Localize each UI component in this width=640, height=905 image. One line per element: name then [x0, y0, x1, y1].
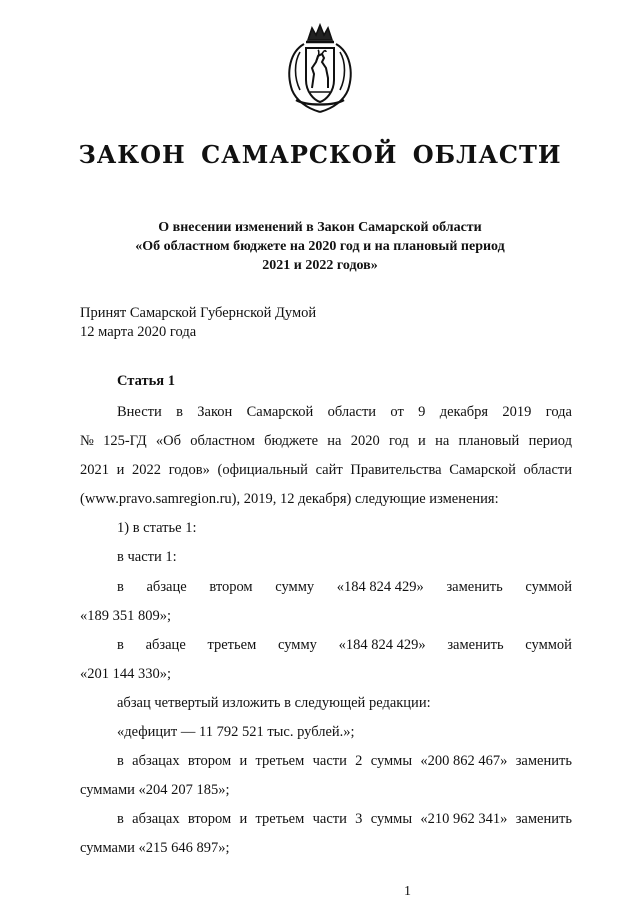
- word: бюджете: [264, 433, 319, 449]
- word: от: [390, 404, 404, 420]
- word: областном: [190, 433, 255, 449]
- word: 9: [418, 404, 426, 420]
- word: в: [176, 404, 183, 420]
- law-title: ЗАКОН САМАРСКОЙ ОБЛАСТИ: [78, 140, 562, 169]
- subtitle-line: 2021 и 2022 годов»: [262, 258, 378, 273]
- change-c-line: абзац четвертый изложить в следующей редакции:: [117, 695, 431, 711]
- word: 2019: [502, 404, 532, 420]
- word: Правительства: [350, 462, 442, 478]
- paragraph-1-line-1: [117, 403, 572, 421]
- word: «210 962 341»: [420, 811, 508, 827]
- word: третьем: [207, 637, 257, 653]
- paragraph-1-line-2: [80, 432, 572, 450]
- word: декабря: [439, 404, 489, 420]
- word: сайт: [315, 462, 343, 478]
- word: годов»: [168, 462, 210, 478]
- article-heading: Статья 1: [117, 373, 175, 389]
- word: в: [117, 637, 124, 653]
- word: и: [239, 753, 248, 769]
- word: 2020: [350, 433, 380, 449]
- part-1-heading: в части 1:: [117, 549, 177, 565]
- change-d-line-2: суммами «204 207 185»;: [80, 782, 230, 798]
- word: абзацах: [132, 753, 180, 769]
- word: «184 824 429»: [336, 579, 424, 595]
- word: 125-ГД: [103, 433, 147, 449]
- word: на: [327, 433, 342, 449]
- word: Внести: [117, 404, 162, 420]
- word: суммой: [525, 579, 572, 595]
- word: заменить: [446, 579, 503, 595]
- change-e-line-1: [117, 810, 572, 828]
- word: 3: [355, 811, 363, 827]
- change-a-line-1: [117, 578, 572, 596]
- word: части: [312, 811, 347, 827]
- change-c-text: «дефицит — 11 792 521 тыс. рублей.»;: [117, 724, 355, 740]
- word: области: [523, 462, 572, 478]
- word: год: [389, 433, 409, 449]
- word: на: [435, 433, 450, 449]
- change-b-line-2: «201 144 330»;: [80, 666, 172, 682]
- word: области: [327, 404, 377, 420]
- paragraph-1-line-3: [80, 461, 572, 479]
- page-number: 1: [404, 884, 411, 899]
- word: абзацах: [132, 811, 180, 827]
- word: Закон: [197, 404, 233, 420]
- word: втором: [187, 753, 232, 769]
- word: Самарской: [449, 462, 516, 478]
- word: суммы: [370, 811, 413, 827]
- word: «184 824 429»: [338, 637, 426, 653]
- law-subtitle: [0, 218, 640, 275]
- word: заменить: [515, 753, 572, 769]
- word: и: [418, 433, 426, 449]
- word: суммы: [370, 753, 413, 769]
- word: третьем: [255, 753, 305, 769]
- word: 2: [355, 753, 363, 769]
- word: суммой: [525, 637, 572, 653]
- adoption-body: Принят Самарской Губернской Думой: [80, 305, 317, 321]
- subtitle-line: О внесении изменений в Закон Самарской области: [158, 220, 482, 235]
- change-d-line-1: [117, 752, 572, 770]
- word: Самарской: [246, 404, 314, 420]
- adoption-date: 12 марта 2020 года: [80, 324, 197, 340]
- word: в: [117, 753, 124, 769]
- word: (официальный: [217, 462, 308, 478]
- coat-of-arms-emblem: [282, 22, 358, 114]
- change-a-line-2: «189 351 809»;: [80, 608, 172, 624]
- word: заменить: [447, 637, 504, 653]
- change-b-line-1: [117, 636, 572, 654]
- word: третьем: [255, 811, 305, 827]
- word: 2022: [132, 462, 162, 478]
- word: части: [312, 753, 347, 769]
- word: 2021: [80, 462, 109, 478]
- subtitle-line: «Об областном бюджете на 2020 год и на плановый период: [135, 239, 505, 254]
- word: №: [80, 433, 94, 449]
- word: в: [117, 811, 124, 827]
- word: «Об: [155, 433, 182, 449]
- word: сумму: [275, 579, 315, 595]
- change-e-line-2: суммами «215 646 897»;: [80, 840, 230, 856]
- adoption-note: [80, 304, 316, 342]
- word: втором: [187, 811, 232, 827]
- word: и: [239, 811, 248, 827]
- word: абзаце: [146, 579, 187, 595]
- word: «200 862 467»: [420, 753, 508, 769]
- word: период: [528, 433, 572, 449]
- word: и: [116, 462, 125, 478]
- word: абзаце: [145, 637, 186, 653]
- paragraph-1-line-4: (www.pravo.samregion.ru), 2019, 12 декабря) следующие изменения:: [80, 491, 499, 507]
- word: заменить: [515, 811, 572, 827]
- word: года: [545, 404, 572, 420]
- word: в: [117, 579, 124, 595]
- word: плановый: [458, 433, 520, 449]
- word: сумму: [277, 637, 317, 653]
- word: втором: [209, 579, 253, 595]
- item-1-heading: 1) в статье 1:: [117, 520, 197, 536]
